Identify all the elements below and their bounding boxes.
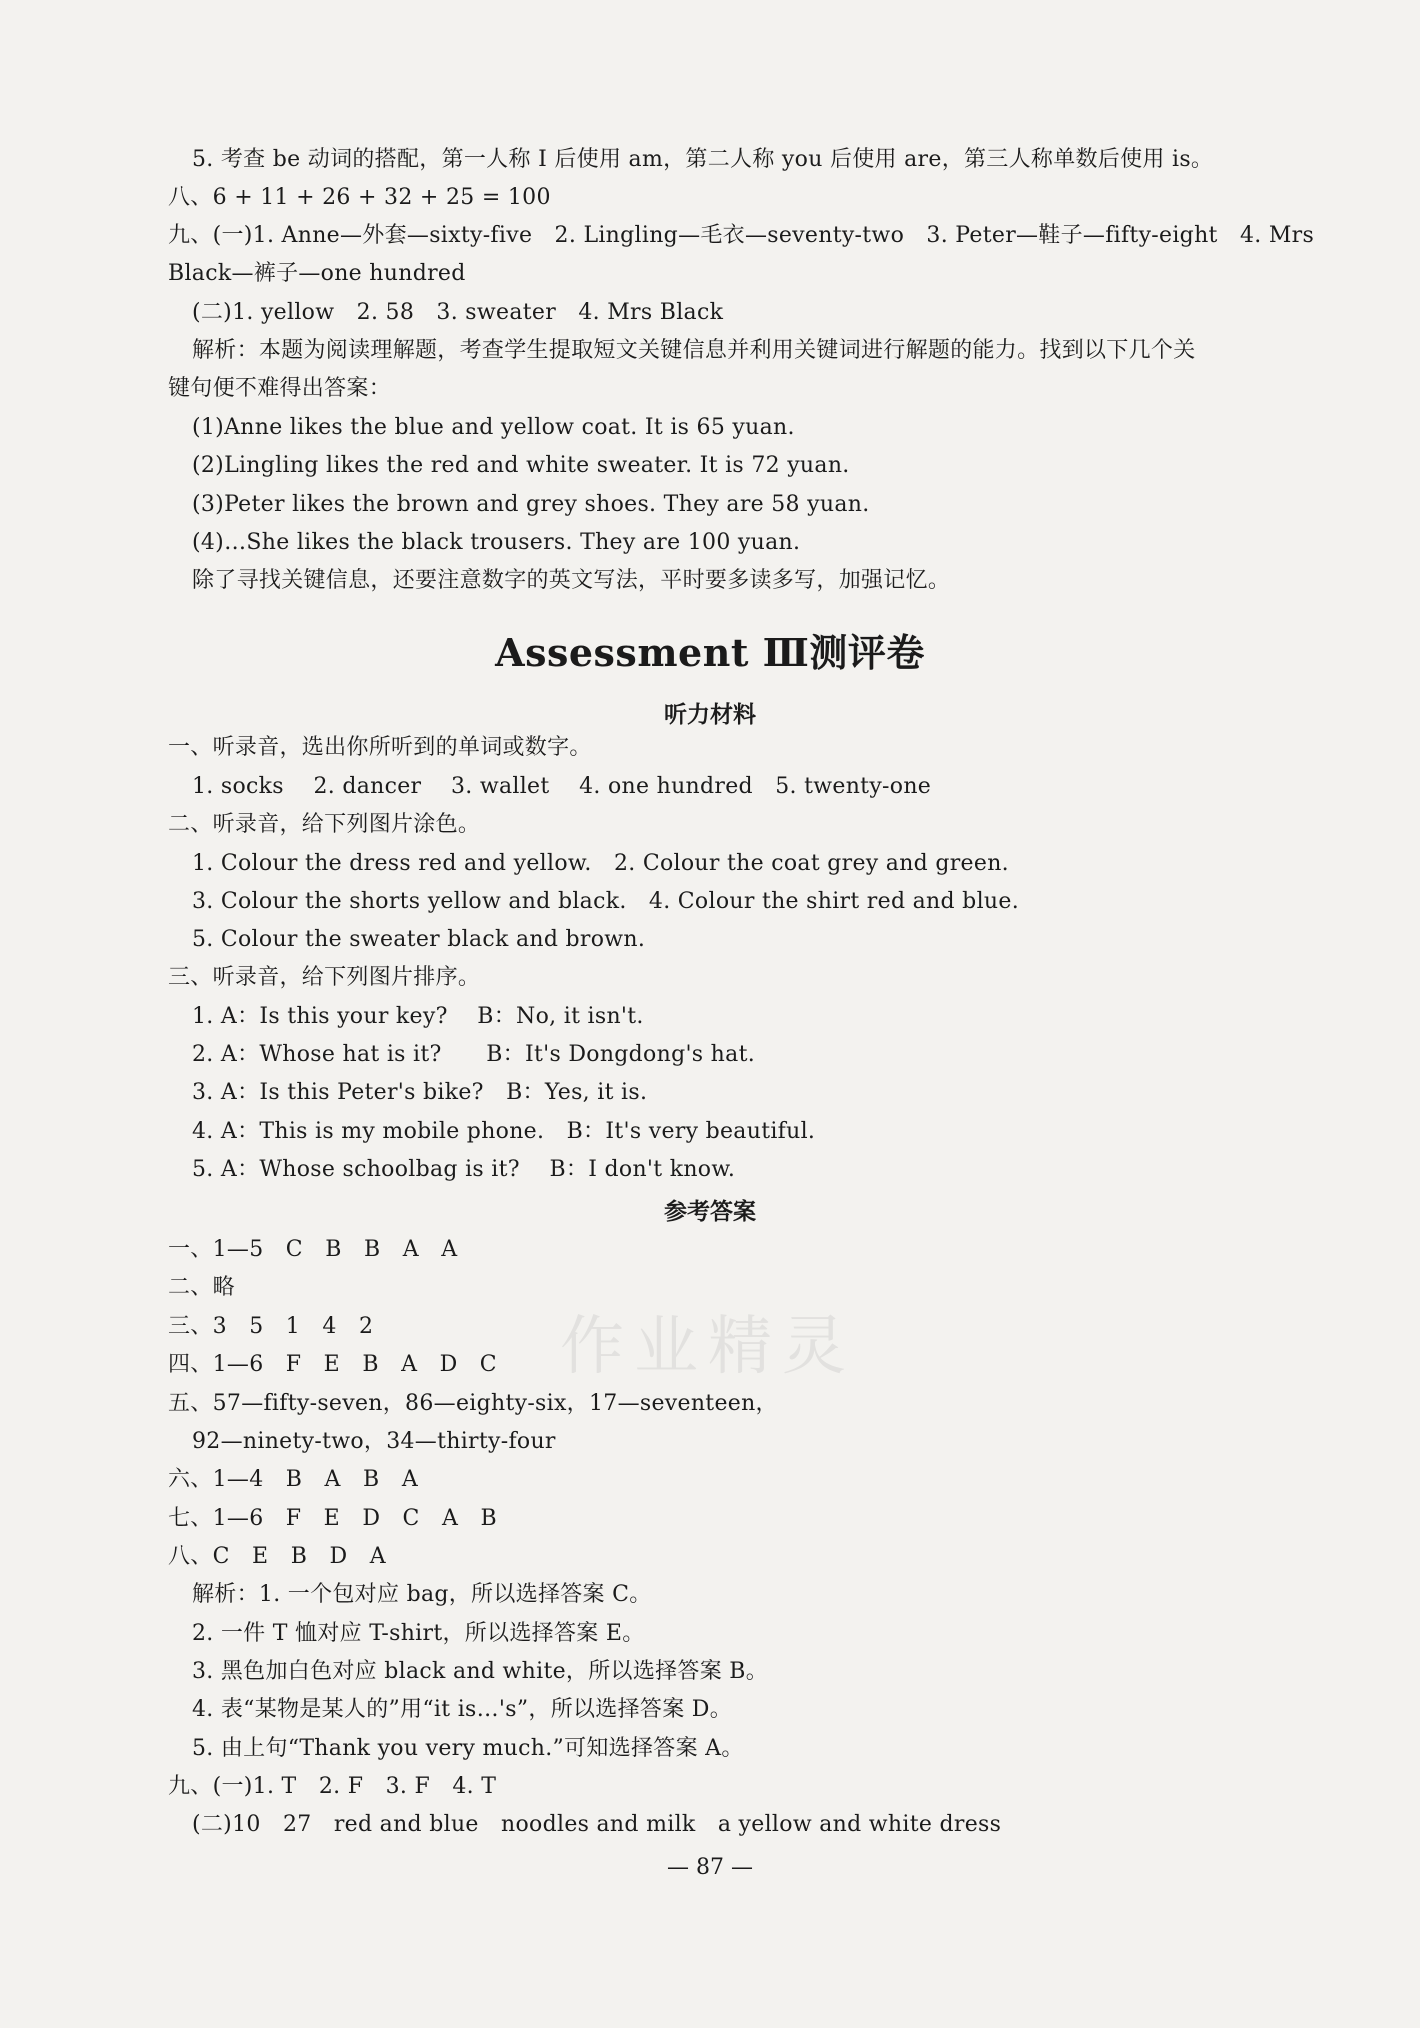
text-line: 三、3 5 1 4 2 [168, 1314, 374, 1339]
text-line: 六、1—4 B A B A [168, 1467, 419, 1492]
text-line: 4. 表“某物是某人的”用“it is…'s”，所以选择答案 D。 [192, 1697, 733, 1722]
text-line: 4. A：This is my mobile phone. B：It's very beautiful. [192, 1119, 816, 1144]
text-line: 5. Colour the sweater black and brown. [192, 927, 646, 952]
text-line: 九、(一)1. Anne—外套—sixty-five 2. Lingling—毛衣—seventy-two 3. Peter—鞋子—fifty-eight 4. Mrs [168, 223, 1315, 248]
text-line: 2. A：Whose hat is it? B：It's Dongdong's hat. [192, 1042, 756, 1067]
text-line: 解析：本题为阅读理解题，考查学生提取短文关键信息并利用关键词进行解题的能力。找到以下几个关 [192, 338, 1196, 363]
text-line: 键句便不难得出答案： [168, 376, 392, 401]
text-line: 二、听录音，给下列图片涂色。 [168, 812, 481, 837]
text-line: (2)Lingling likes the red and white sweater. It is 72 yuan. [192, 453, 850, 478]
text-line: 1. A：Is this your key? B：No, it isn't. [192, 1004, 644, 1029]
text-line: 3. A：Is this Peter's bike? B：Yes, it is. [192, 1080, 648, 1105]
text-line: 三、听录音，给下列图片排序。 [168, 965, 481, 990]
text-line: 八、C E B D A [168, 1544, 386, 1569]
text-line: 七、1—6 F E D C A B [168, 1506, 497, 1531]
text-line: 5. A：Whose schoolbag is it? B：I don't know. [192, 1157, 736, 1182]
answers-heading: 参考答案 [664, 1198, 756, 1225]
text-line: 一、1—5 C B B A A [168, 1237, 458, 1262]
text-line: 除了寻找关键信息，还要注意数字的英文写法，平时要多读多写，加强记忆。 [192, 568, 951, 593]
text-line: 92—ninety-two，34—thirty-four [192, 1429, 556, 1454]
text-line: (二)1. yellow 2. 58 3. sweater 4. Mrs Black [192, 300, 724, 325]
text-line: 5. 由上句“Thank you very much.”可知选择答案 A。 [192, 1736, 744, 1761]
text-line: Black—裤子—one hundred [168, 261, 466, 286]
page-title: Assessment Ⅲ测评卷 [495, 630, 925, 675]
text-line: (1)Anne likes the blue and yellow coat. It is 65 yuan. [192, 415, 795, 440]
text-line: 四、1—6 F E B A D C [168, 1352, 497, 1377]
text-line: 九、(一)1. T 2. F 3. F 4. T [168, 1774, 497, 1799]
text-line: (4)…She likes the black trousers. They are 100 yuan. [192, 530, 801, 555]
text-line: (二)10 27 red and blue noodles and milk a yellow and white dress [192, 1812, 1002, 1837]
text-line: 一、听录音，选出你所听到的单词或数字。 [168, 735, 592, 760]
text-line: 五、57—fifty-seven，86—eighty-six，17—seventeen， [168, 1391, 778, 1416]
text-line: 八、6 + 11 + 26 + 32 + 25 = 100 [168, 185, 551, 210]
text-line: 2. 一件 T 恤对应 T-shirt，所以选择答案 E。 [192, 1621, 645, 1646]
text-line: 二、略 [168, 1275, 235, 1300]
text-line: 解析：1. 一个包对应 bag，所以选择答案 C。 [192, 1582, 652, 1607]
listening-heading: 听力材料 [664, 701, 756, 728]
watermark: 作业精灵 [560, 1310, 856, 1384]
text-line: (3)Peter likes the brown and grey shoes. They are 58 yuan. [192, 492, 870, 517]
text-line: 3. 黑色加白色对应 black and white，所以选择答案 B。 [192, 1659, 769, 1684]
text-line: 3. Colour the shorts yellow and black. 4. Colour the shirt red and blue. [192, 889, 1019, 914]
page-number: — 87 — [667, 1855, 753, 1880]
text-line: 1. Colour the dress red and yellow. 2. Colour the coat grey and green. [192, 851, 1009, 876]
text-line: 5. 考查 be 动词的搭配，第一人称 I 后使用 am，第二人称 you 后使用 are，第三人称单数后使用 is。 [192, 147, 1214, 172]
text-line: 1. socks 2. dancer 3. wallet 4. one hundred 5. twenty-one [192, 774, 932, 799]
